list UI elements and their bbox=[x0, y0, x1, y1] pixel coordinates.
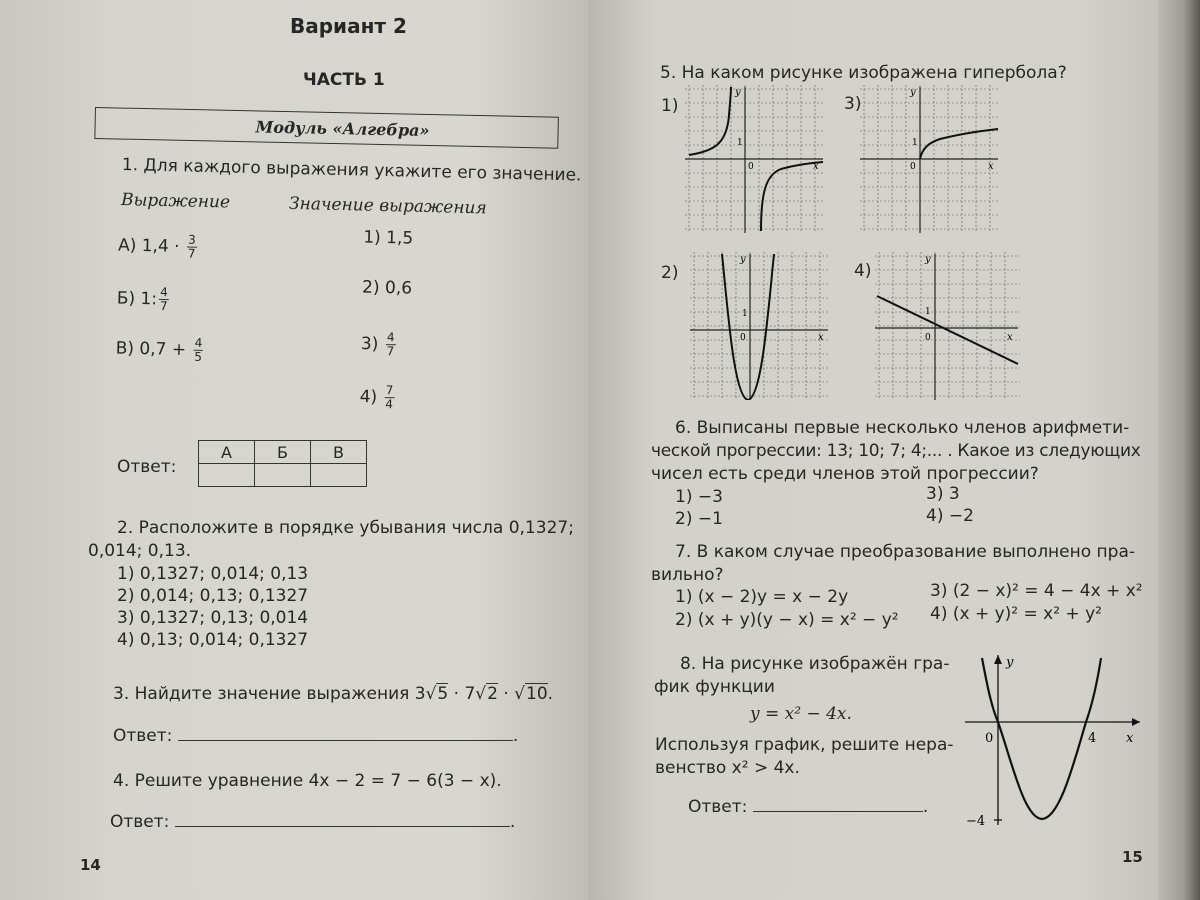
graph-1-hyperbola bbox=[685, 85, 825, 233]
graph-3-one: 1 bbox=[912, 138, 918, 148]
q4-answer: Ответ: . bbox=[110, 812, 516, 832]
expr-b-prefix: Б) 1: bbox=[116, 288, 158, 310]
q8-y-arrow bbox=[994, 655, 1002, 664]
part-title: ЧАСТЬ 1 bbox=[303, 70, 385, 90]
graph-1-x-label: x bbox=[813, 161, 819, 172]
q1-col-value: Значение выражения bbox=[288, 193, 487, 219]
answer-header-b: Б bbox=[255, 441, 311, 464]
q3-answer: Ответ: . bbox=[113, 726, 519, 746]
q4-answer-line[interactable] bbox=[175, 812, 510, 827]
radicand-1: 5 bbox=[437, 684, 449, 704]
graph-2-zero: 0 bbox=[740, 333, 746, 343]
numerator: 3 bbox=[187, 232, 196, 247]
numerator: 4 bbox=[194, 335, 203, 350]
graph-2-parabola bbox=[690, 252, 830, 400]
q2-option-2: 2) 0,014; 0,13; 0,1327 bbox=[117, 586, 309, 606]
q2-text-line2: 0,014; 0,13. bbox=[88, 541, 192, 561]
q7-option-2: 2) (x + y)(y − x) = x² − y² bbox=[675, 610, 899, 630]
q1-col-expression: Выражение bbox=[120, 190, 231, 213]
graph-4-x-label: x bbox=[1007, 332, 1013, 343]
q3-answer-label: Ответ: bbox=[113, 726, 173, 746]
module-title: Модуль «Алгебра» bbox=[255, 117, 430, 141]
graph-4-zero: 0 bbox=[925, 333, 931, 343]
fraction bbox=[187, 234, 197, 261]
q1-expr-b bbox=[117, 285, 171, 313]
q1-expr-v bbox=[115, 335, 205, 364]
q1-value-2: 2) 0,6 bbox=[361, 277, 413, 299]
q1-expr-a bbox=[118, 232, 199, 261]
q8-text-line1: 8. На рисунке изображён гра- bbox=[680, 654, 950, 674]
q6-text-line2: ческой прогрессии: 13; 10; 7; 4;... . Какое из следующих bbox=[651, 441, 1141, 461]
graph-1-curve-right bbox=[761, 162, 823, 231]
graph-4-one: 1 bbox=[925, 307, 931, 317]
graph-4-y-label: y bbox=[925, 254, 931, 265]
q3-mult-2: · bbox=[497, 684, 515, 704]
answer-cell-a[interactable] bbox=[199, 464, 255, 487]
q8-answer-line[interactable] bbox=[753, 797, 923, 812]
denominator: 7 bbox=[159, 298, 168, 314]
q8-x-label: x bbox=[1126, 731, 1134, 746]
q8-x-arrow bbox=[1132, 718, 1140, 726]
q7-option-1: 1) (x − 2)y = x − 2y bbox=[675, 587, 849, 607]
answer-header-a: А bbox=[199, 441, 255, 464]
q2-option-4: 4) 0,13; 0,014; 0,1327 bbox=[117, 630, 309, 650]
q5-label-1: 1) bbox=[661, 96, 679, 116]
fraction bbox=[385, 331, 395, 358]
q6-text-line1: 6. Выписаны первые несколько членов арифмети- bbox=[675, 418, 1130, 438]
numerator: 7 bbox=[385, 383, 394, 398]
q2-text-line1: 2. Расположите в порядке убывания числа 0,1327; bbox=[117, 518, 574, 538]
graph-4-line bbox=[875, 252, 1020, 400]
q8-answer-label: Ответ: bbox=[688, 797, 748, 817]
graph-3-y-label: y bbox=[910, 87, 916, 98]
radicand-2: 2 bbox=[487, 684, 498, 704]
q8-text-line4: венство x² > 4x. bbox=[655, 758, 800, 778]
graph-3-x-label: x bbox=[988, 161, 994, 172]
q7-text-line2: вильно? bbox=[651, 565, 724, 585]
q3-end: . bbox=[547, 684, 554, 704]
answer-cell-v[interactable] bbox=[311, 464, 367, 487]
q8-graph bbox=[960, 650, 1150, 830]
graph-3-root bbox=[860, 85, 1000, 233]
q5-text: 5. На каком рисунке изображена гипербола? bbox=[660, 63, 1067, 83]
graph-2-curve bbox=[722, 254, 774, 400]
page-number-right: 15 bbox=[1122, 848, 1143, 866]
answer-header-v: В bbox=[311, 441, 367, 464]
expr-v-prefix: В) 0,7 + bbox=[115, 338, 192, 361]
numerator: 4 bbox=[386, 330, 395, 345]
denominator: 4 bbox=[385, 397, 394, 412]
q8-text-line3: Используя график, решите нера- bbox=[655, 735, 954, 755]
q3-text: 3. Найдите значение выражения 3√5 · 7√2 · √10. bbox=[113, 684, 554, 704]
graph-2-x-label: x bbox=[818, 332, 824, 343]
q6-option-4: 4) −2 bbox=[926, 506, 974, 526]
q8-y-label: y bbox=[1006, 655, 1014, 670]
q1-value-3 bbox=[361, 331, 398, 359]
q6-option-2: 2) −1 bbox=[675, 509, 723, 529]
left-page bbox=[0, 0, 588, 900]
graph-2-one: 1 bbox=[742, 309, 748, 319]
page-number-left: 14 bbox=[80, 856, 101, 874]
expr-a-prefix: А) 1,4 · bbox=[117, 235, 186, 257]
q7-option-4: 4) (x + y)² = x² + y² bbox=[930, 604, 1102, 624]
q4-text: 4. Решите уравнение 4x − 2 = 7 − 6(3 − x). bbox=[113, 771, 502, 791]
q5-label-4: 4) bbox=[854, 261, 872, 281]
q1-block bbox=[0, 0, 588, 491]
q3-answer-line[interactable] bbox=[178, 726, 513, 741]
graph-1-y-label: y bbox=[735, 87, 741, 98]
q8-formula: y = x² − 4x. bbox=[750, 704, 852, 724]
fraction bbox=[193, 337, 203, 364]
denominator: 7 bbox=[187, 246, 196, 261]
graph-1-zero: 0 bbox=[748, 162, 754, 172]
graph-3-zero: 0 bbox=[910, 162, 916, 172]
q4-answer-label: Ответ: bbox=[110, 812, 170, 832]
q8-minus-four-label: −4 bbox=[966, 814, 986, 829]
value-3-prefix: 3) bbox=[360, 334, 384, 355]
graph-1-one: 1 bbox=[737, 138, 743, 148]
graph-4-grid bbox=[875, 252, 1020, 400]
q8-four-label: 4 bbox=[1088, 731, 1097, 746]
q1-text: 1. Для каждого выражения укажите его значение. bbox=[121, 155, 582, 186]
q1-answer-label: Ответ: bbox=[117, 457, 177, 477]
q1-value-1: 1) 1,5 bbox=[363, 227, 414, 249]
q7-text-line1: 7. В каком случае преобразование выполнено пра- bbox=[675, 542, 1136, 562]
q3-text-start: 3. Найдите значение выражения 3 bbox=[113, 684, 426, 704]
value-4-prefix: 4) bbox=[359, 387, 383, 408]
graph-3-curve bbox=[920, 129, 998, 159]
variant-title: Вариант 2 bbox=[290, 14, 407, 38]
denominator: 7 bbox=[386, 344, 395, 359]
denominator: 5 bbox=[194, 349, 203, 364]
q6-option-1: 1) −3 bbox=[675, 487, 723, 507]
book-page-edges bbox=[1158, 0, 1200, 900]
q8-parabola bbox=[982, 658, 1101, 819]
right-page bbox=[588, 0, 1160, 900]
graph-2-grid bbox=[690, 252, 830, 400]
graph-2-y-label: y bbox=[740, 254, 746, 265]
q7-option-3: 3) (2 − x)² = 4 − 4x + x² bbox=[930, 581, 1143, 601]
q5-label-2: 2) bbox=[661, 263, 679, 283]
q8-zero-label: 0 bbox=[985, 731, 994, 746]
q3-mult-1: · 7 bbox=[448, 684, 476, 704]
q6-text-line3: чисел есть среди членов этой прогрессии? bbox=[651, 464, 1039, 484]
q1-answer-table bbox=[198, 440, 367, 487]
numerator: 4 bbox=[160, 284, 169, 300]
answer-cell-b[interactable] bbox=[255, 464, 311, 487]
q6-option-3: 3) 3 bbox=[926, 484, 960, 504]
radicand-3: 10 bbox=[526, 684, 548, 704]
fraction bbox=[159, 286, 169, 313]
q8-answer: Ответ: . bbox=[688, 797, 929, 817]
q5-label-3: 3) bbox=[844, 94, 862, 114]
q8-text-line2: фик функции bbox=[654, 677, 775, 697]
q2-option-1: 1) 0,1327; 0,014; 0,13 bbox=[117, 564, 309, 584]
q2-option-3: 3) 0,1327; 0,13; 0,014 bbox=[117, 608, 309, 628]
q1-value-4 bbox=[359, 384, 396, 412]
fraction bbox=[384, 384, 394, 411]
